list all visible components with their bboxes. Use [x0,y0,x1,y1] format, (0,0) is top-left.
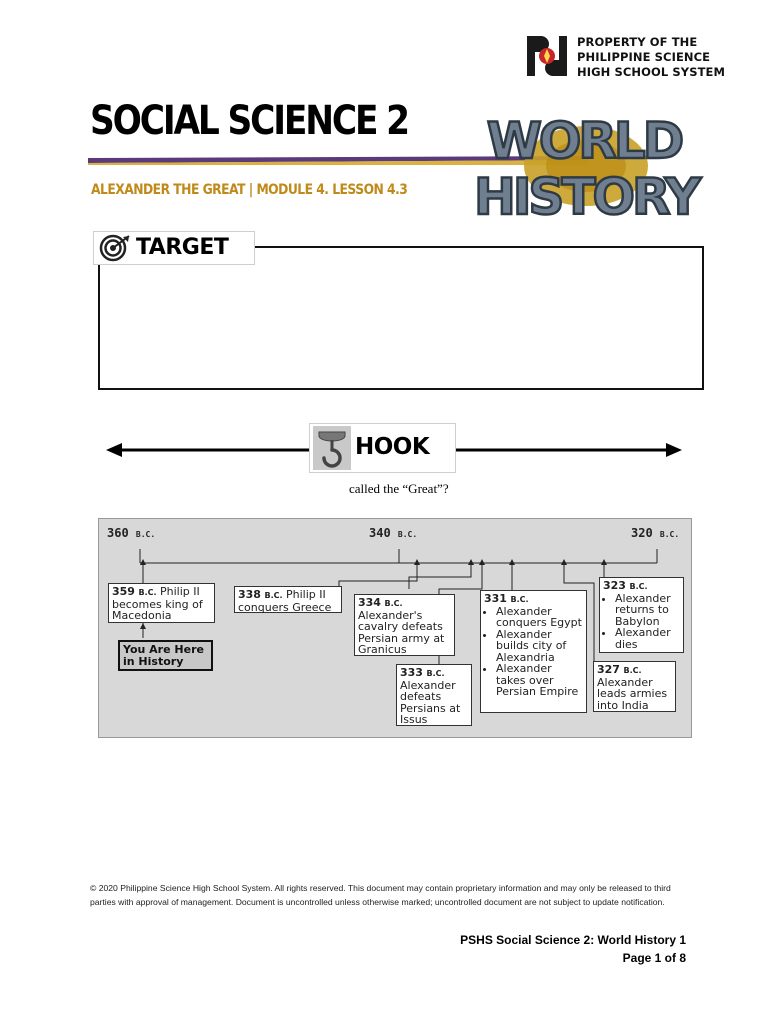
event-era: B.C. [510,595,529,604]
event-334 [354,594,455,656]
event-year: 334 [358,596,381,609]
event-year: 333 [400,666,423,679]
event-era: B.C. [264,591,283,600]
year-label-320 [631,526,679,540]
you-are-here-marker: You Are Here in History [118,640,213,671]
property-line: PHILIPPINE SCIENCE [577,50,711,64]
event-text: Philip II becomes king of Macedonia [112,585,203,622]
event-text: Alexander defeats Persians at Issus [400,678,461,726]
event-323 [599,577,684,653]
pshs-seal-icon [524,33,570,79]
target-content-box [98,246,704,390]
event-327 [593,661,676,712]
event-text: Philip II conquers Greece [238,588,332,614]
page-title: SOCIAL SCIENCE 2 [90,98,408,144]
hook-label [309,423,456,473]
event-year: 323 [603,579,626,592]
event-text: Alexander's cavalry defeats Persian army at Granicus [358,608,445,656]
event-year: 331 [484,592,507,605]
event-era: B.C. [384,599,403,608]
event-era: B.C. [426,669,445,678]
target-label [93,231,255,265]
event-list-item: • Alexander conquers Egypt [496,606,583,629]
event-331 [480,590,587,713]
footer-page-number: Page 1 of 8 [622,951,686,965]
event-era: B.C. [138,588,157,597]
property-line: HIGH SCHOOL SYSTEM [577,65,726,79]
year-era: B.C. [135,530,156,539]
world-history-logo [473,104,699,226]
event-year: 327 [597,663,620,676]
year-label-360 [107,526,155,540]
event-359 [108,583,215,623]
hook-caption: called the “Great”? [349,481,449,496]
target-heading: TARGET [136,235,229,260]
event-list-item: • Alexander returns to Babylon [615,593,680,628]
year-era: B.C. [659,530,680,539]
year-era: B.C. [397,530,418,539]
lesson-subtitle: ALEXANDER THE GREAT | MODULE 4. LESSON 4.3 [91,182,408,198]
event-list-item: • Alexander dies [615,627,680,650]
event-333 [396,664,472,726]
event-text: Alexander leads armies into India [597,675,668,712]
year-label-340 [369,526,417,540]
event-list [484,606,583,698]
logo-word-world: WORLD [486,112,682,170]
logo-word-history: HISTORY [473,168,699,226]
event-list-item: • Alexander takes over Persian Empire [496,663,583,698]
event-year: 338 [238,588,261,601]
target-bullseye-icon [99,234,131,262]
event-list [603,593,680,651]
year-number: 320 [631,526,653,540]
property-line: PROPERTY OF THE [577,35,698,49]
property-notice [577,35,725,80]
timeline-figure [98,518,692,738]
hook-icon [313,426,351,470]
copyright-notice: © 2020 Philippine Science High School System. All rights reserved. This document may contain proprietary information and may only be released to third parties with approval of management. Document is uncontrolled unless otherwise marked; uncontrolled document are not subject to update notification. [90,883,671,907]
year-number: 340 [369,526,391,540]
event-era: B.C. [623,666,642,675]
event-era: B.C. [629,582,648,591]
hook-heading: HOOK [355,434,430,460]
year-number: 360 [107,526,129,540]
event-list-item: • Alexander builds city of Alexandria [496,629,583,664]
event-338 [234,586,342,613]
event-year: 359 [112,585,135,598]
footer-course: PSHS Social Science 2: World History 1 [460,933,686,947]
